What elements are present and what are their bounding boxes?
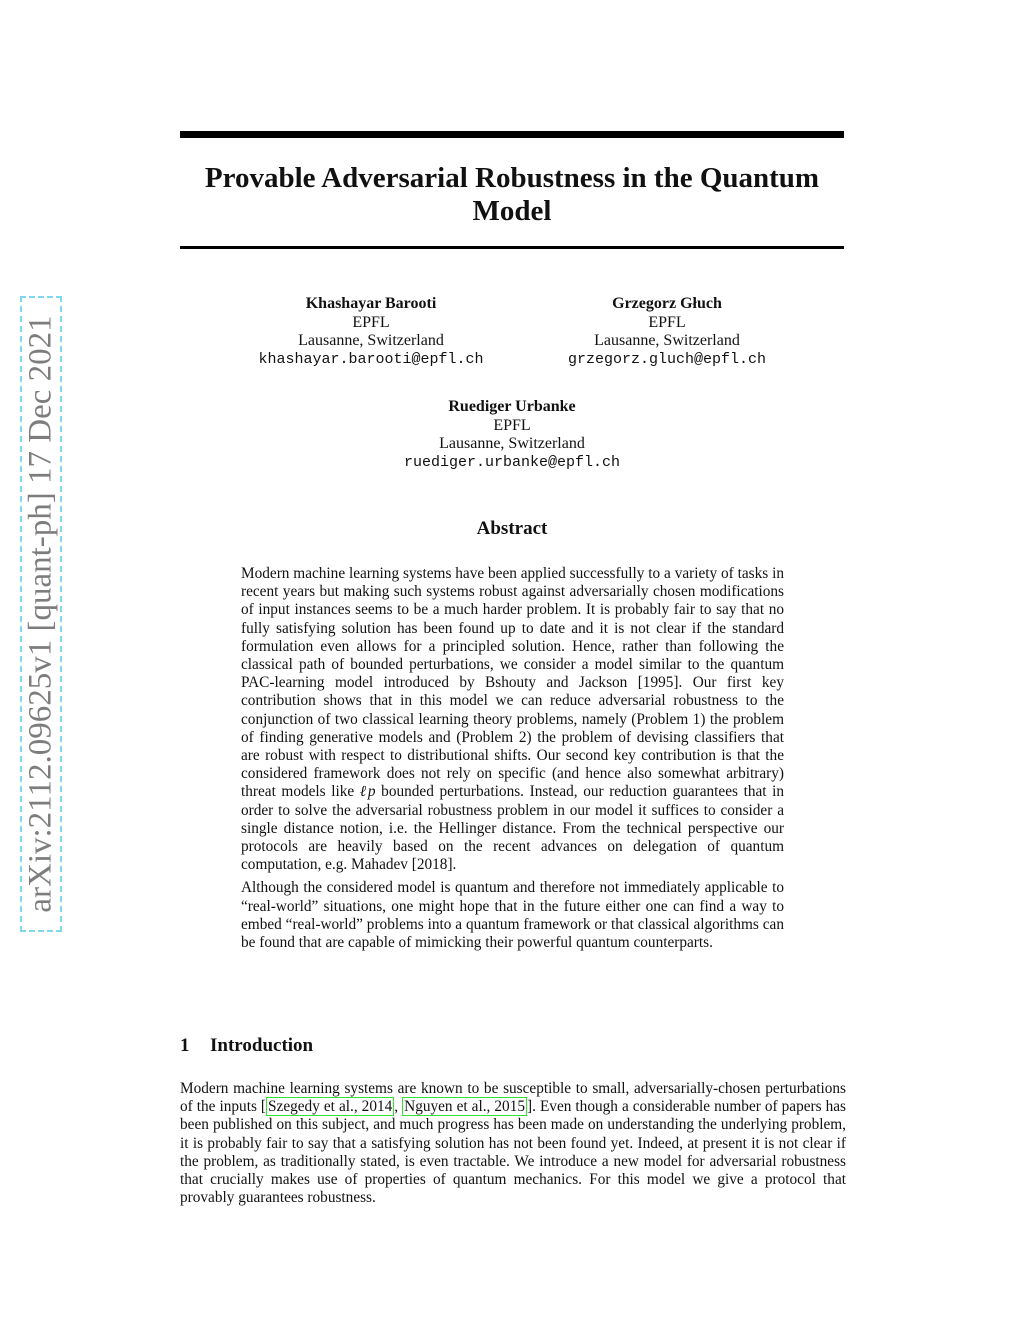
section-title: Introduction — [210, 1035, 314, 1056]
lp-math-symbol: ℓp — [359, 783, 376, 801]
citation-separator: , — [394, 1098, 403, 1116]
author-location: Lausanne, Switzerland — [594, 332, 740, 349]
author-name: Ruediger Urbanke — [448, 398, 576, 415]
author-affiliation: EPFL — [493, 416, 531, 434]
author-location: Lausanne, Switzerland — [439, 435, 585, 452]
abstract-paragraph: Although the considered model is quantum and therefore not immediately applicable to “real-world” situations, one might hope that in the future either one can find a way to embed “real-world” problems into a quantum framework or that classical algorithms can be found that are capable of mimicking their powerful quantum counterparts. — [241, 879, 784, 952]
abstract-paragraph — [241, 565, 784, 874]
author-affiliation: EPFL — [648, 313, 686, 331]
author-affiliation: EPFL — [352, 313, 390, 331]
author-email[interactable]: khashayar.barooti@epfl.ch — [258, 350, 484, 368]
author-block — [390, 398, 634, 472]
section-heading-introduction — [180, 1035, 313, 1057]
paper-title: Provable Adversarial Robustness in the Quantum Model — [204, 162, 820, 227]
intro-text: ]. Even though a considerable number of papers has been published on this subject, and much progress has been made on understanding the underlying problem, it is probably fair to say that a satisfying solution has not been found yet. Indeed, at present it is not clear if the problem, as traditionally stated, is even tractable. We introduce a new model for adversarial robustness that crucially makes use of properties of quantum mechanics. For this model we give a protocol that provably guarantees robustness. — [180, 1098, 846, 1207]
author-email[interactable]: grzegorz.gluch@epfl.ch — [567, 350, 767, 368]
author-name: Khashayar Barooti — [305, 295, 437, 312]
citation-link[interactable]: Nguyen et al., 2015 — [404, 1098, 525, 1116]
abstract-text: Modern machine learning systems have been applied successfully to a variety of tasks in recent years but making such systems robust against adversarially chosen modifications of input instances seems to be a much harder problem. It is probably fair to say that no fully satisfying solution has been found up to date and it is not clear if the standard formulation even allows for a principled solution. Hence, rather than following the classical path of bounded perturbations, we consider a model similar to the quantum PAC-learning model introduced by Bshouty and Jackson [1995]. Our first key contribution shows that in this model we can reduce adversarial robustness to the conjunction of two classical learning theory problems, namely (Problem 1) the problem of finding generative models and (Problem 2) the problem of devising classifiers that are robust with respect to distributional shifts. Our second key contribution is that the considered framework does not rely on specific (and hence also somewhat arbitrary) threat models like — [241, 565, 784, 801]
abstract-heading: Abstract — [476, 518, 548, 539]
citation-link[interactable]: Szegedy et al., 2014 — [268, 1098, 393, 1116]
author-block — [255, 295, 487, 369]
title-rule-bottom — [180, 246, 844, 249]
author-block — [552, 295, 782, 369]
author-location: Lausanne, Switzerland — [298, 332, 444, 349]
introduction-paragraph — [180, 1080, 846, 1207]
author-name: Grzegorz Głuch — [612, 295, 722, 312]
author-email[interactable]: ruediger.urbanke@epfl.ch — [403, 453, 621, 471]
arxiv-identifier[interactable]: arXiv:2112.09625v1 [quant-ph] 17 Dec 2021 — [22, 315, 59, 913]
intro-text: Modern machine learning systems are known to be susceptible to small, adversarially-chosen perturbations of the inputs [ — [180, 1080, 846, 1116]
abstract-text: bounded perturbations. Instead, our reduction guarantees that in order to solve the adversarial robustness problem in our model it suffices to consider a single distance notion, i.e. the Hellinger distance. From the technical perspective our protocols are heavily based on the recent advances on delegation of quantum computation, e.g. Mahadev [2018]. — [241, 783, 785, 874]
title-rule-top — [180, 131, 844, 138]
section-number: 1 — [180, 1035, 190, 1056]
abstract-body — [241, 565, 784, 957]
